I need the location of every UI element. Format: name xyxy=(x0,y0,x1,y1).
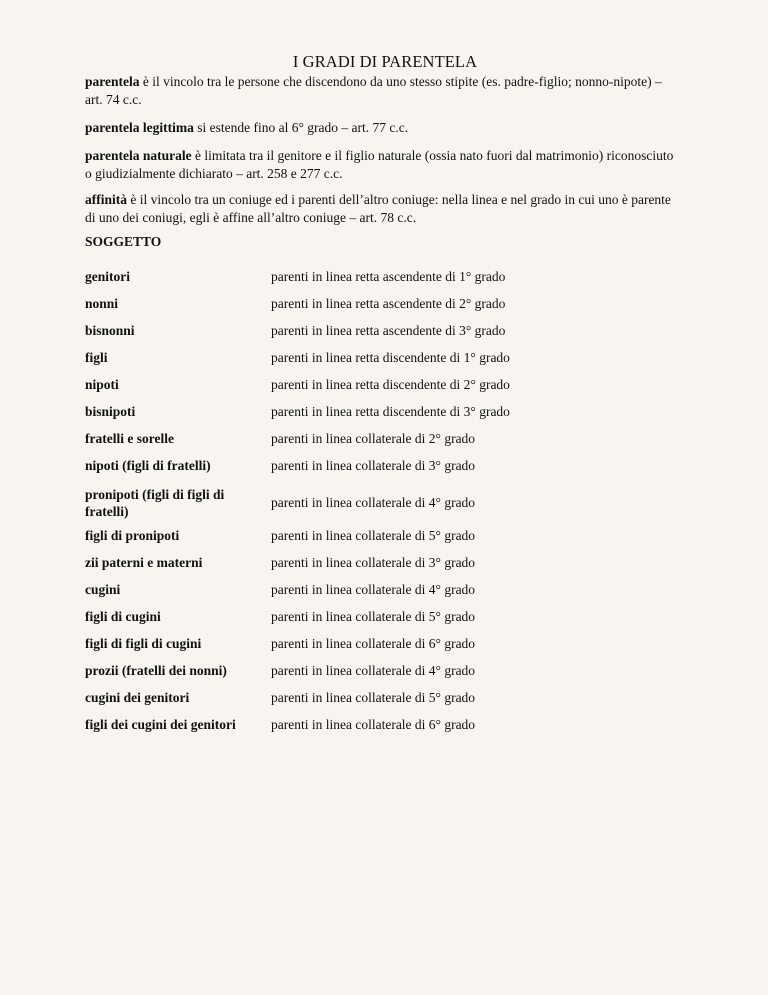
subject-cell: figli di cugini xyxy=(85,609,161,624)
degree-cell: parenti in linea retta ascendente di 1° grado xyxy=(271,269,506,284)
definition-text: è il vincolo tra le persone che discendono da uno stesso stipite (es. padre-figlio; nonno-nipote) – art. 74 c.c. xyxy=(85,74,662,107)
definition-parentela-legittima xyxy=(85,119,675,137)
degree-cell: parenti in linea retta discendente di 1° grado xyxy=(271,350,510,365)
degree-cell: parenti in linea collaterale di 3° grado xyxy=(271,555,476,570)
subject-cell: figli dei cugini dei genitori xyxy=(85,717,236,732)
subject-cell: fratelli e sorelle xyxy=(85,431,174,446)
subject-cell: bisnonni xyxy=(85,323,135,338)
degree-cell: parenti in linea collaterale di 6° grado xyxy=(271,636,476,651)
subject-cell: nipoti xyxy=(85,377,119,392)
definition-parentela xyxy=(85,73,675,109)
subject-cell: cugini dei genitori xyxy=(85,690,190,705)
subject-cell: prozii (fratelli dei nonni) xyxy=(85,663,227,678)
degree-cell: parenti in linea collaterale di 5° grado xyxy=(271,528,476,543)
degree-cell: parenti in linea collaterale di 5° grado xyxy=(271,609,476,624)
definition-text: è limitata tra il genitore e il figlio naturale (ossia nato fuori dal matrimonio) riconosciuto o giudizialmente dichiarato – art. 258 e 277 c.c. xyxy=(85,148,674,181)
section-heading: SOGGETTO xyxy=(85,234,162,249)
subject-cell: pronipoti (figli di figli di fratelli) xyxy=(85,487,225,519)
definition-parentela-naturale xyxy=(85,147,675,183)
subject-cell: genitori xyxy=(85,269,130,284)
subject-cell: bisnipoti xyxy=(85,404,136,419)
degree-cell: parenti in linea collaterale di 6° grado xyxy=(271,717,476,732)
term: parentela xyxy=(85,74,140,89)
degree-cell: parenti in linea collaterale di 5° grado xyxy=(271,690,476,705)
subject-cell: figli di pronipoti xyxy=(85,528,180,543)
subject-cell: nonni xyxy=(85,296,119,311)
term: parentela naturale xyxy=(85,148,192,163)
document-title: I GRADI DI PARENTELA xyxy=(292,52,478,71)
subject-cell: zii paterni e materni xyxy=(85,555,203,570)
degree-cell: parenti in linea retta discendente di 2° grado xyxy=(271,377,510,392)
degree-cell: parenti in linea collaterale di 2° grado xyxy=(271,431,476,446)
degree-cell: parenti in linea retta discendente di 3° grado xyxy=(271,404,510,419)
degree-cell: parenti in linea collaterale di 4° grado xyxy=(271,495,476,510)
subject-cell: cugini xyxy=(85,582,121,597)
definition-text: è il vincolo tra un coniuge ed i parenti dell’altro coniuge: nella linea e nel grado in cui uno è parente di uno dei coniugi, egli è affine all’altro coniuge – art. 78 c.c. xyxy=(85,192,671,225)
term: affinità xyxy=(85,192,127,207)
definition-text: si estende fino al 6° grado – art. 77 c.c. xyxy=(193,120,409,135)
term: parentela legittima xyxy=(85,120,194,135)
degree-cell: parenti in linea retta ascendente di 3° grado xyxy=(271,323,506,338)
degree-cell: parenti in linea collaterale di 4° grado xyxy=(271,582,476,597)
subject-cell: figli di figli di cugini xyxy=(85,636,202,651)
definition-affinita xyxy=(85,191,675,227)
subject-cell: figli xyxy=(85,350,108,365)
degree-cell: parenti in linea collaterale di 4° grado xyxy=(271,663,476,678)
degree-cell: parenti in linea retta ascendente di 2° grado xyxy=(271,296,506,311)
degree-cell: parenti in linea collaterale di 3° grado xyxy=(271,458,476,473)
subject-cell: nipoti (figli di fratelli) xyxy=(85,458,211,473)
